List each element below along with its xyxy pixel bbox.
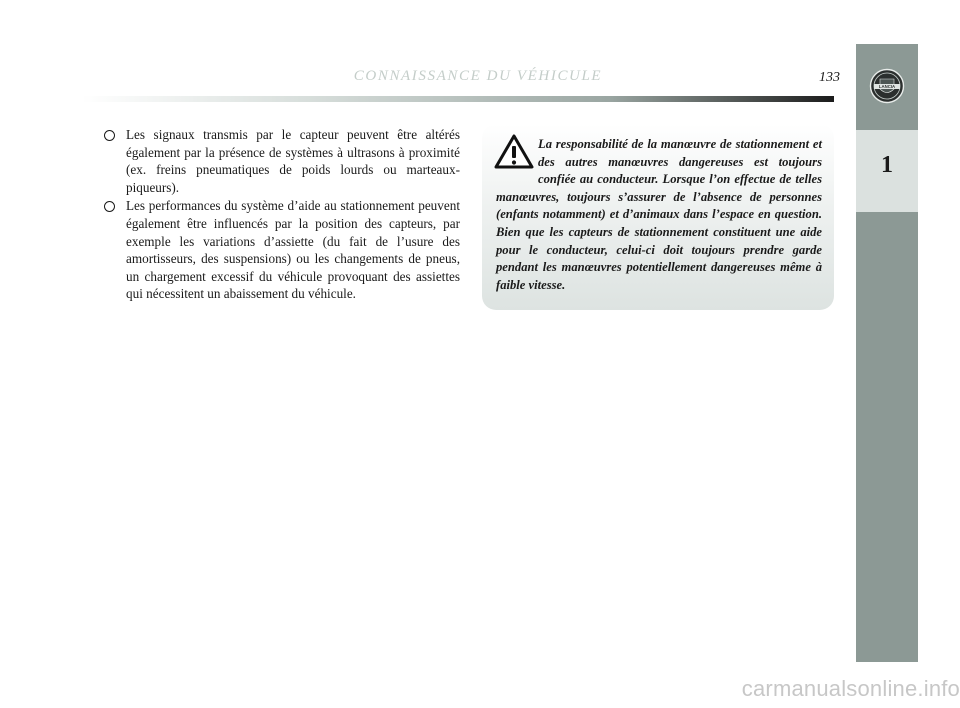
chapter-tab[interactable] xyxy=(856,126,918,216)
warning-text-block xyxy=(496,136,822,294)
chapter-tab-divider xyxy=(856,212,918,216)
list-item-text: Les performances du système d’aide au stationnement peuvent également être influencés par la position des capteurs, par exemple les variations d’assiette (du fait de l’usure des amortisseurs, des suspensions) ou les changements de pneus, un chargement excessif du véhicule provoquant des assiettes qui nécessitent un abaissement du véhicule. xyxy=(126,198,460,302)
chapter-tab-divider xyxy=(856,126,918,130)
lancia-logo-icon xyxy=(869,68,905,104)
watermark: carmanualsonline.info xyxy=(741,676,960,701)
list-item xyxy=(102,197,460,303)
warning-box xyxy=(482,124,834,310)
chapter-number: 1 xyxy=(881,152,893,178)
list-item xyxy=(102,126,460,196)
header-rule xyxy=(82,96,834,102)
circle-bullet-icon xyxy=(104,201,115,212)
circle-bullet-icon xyxy=(104,130,115,141)
logo-lettering: LANCIA xyxy=(878,84,896,90)
section-title: CONNAISSANCE DU VÉHICULE xyxy=(353,68,603,84)
warning-text: La responsabilité de la manœuvre de stationnement et des autres manœuvres dangereuses est toujours confiée au conducteur. Lorsque l’on effectue de telles manœuvres, toujours s’assurer de l’absence de personnes (enfants notamment) et d’animaux dans l’espace en question. Bien que les capteurs de stationnement constituent une aide pour le conducteur, celui-ci doit toujours prendre garde pendant les manœuvres potentiellement dangereuses même à faible vitesse. xyxy=(496,137,822,292)
chapter-sidebar xyxy=(856,44,918,662)
list-item-text: Les signaux transmis par le capteur peuvent être altérés également par la présence de systèmes à ultrasons à proximité (ex. freins pneumatiques de poids lourds ou marteaux-piqueurs). xyxy=(126,127,460,195)
bullet-list xyxy=(102,126,460,304)
logo-tab xyxy=(856,44,918,126)
page-number: 133 xyxy=(819,70,840,85)
